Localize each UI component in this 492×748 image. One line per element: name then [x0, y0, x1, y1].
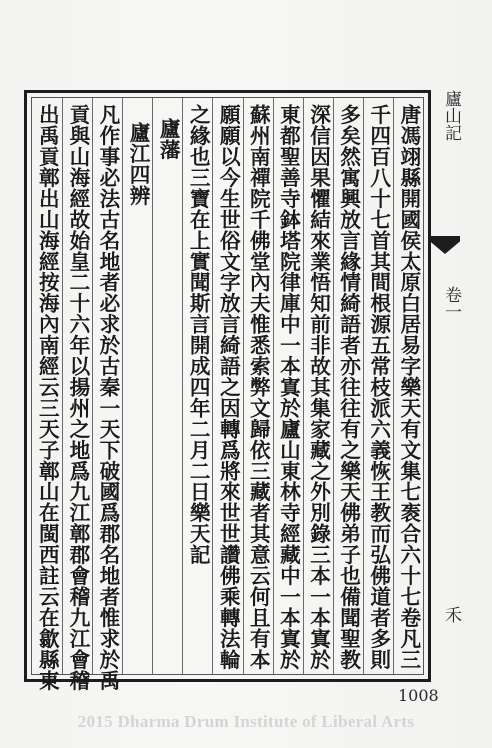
text-column-11: 凡作事必法古名地者必求於古秦一天下破國爲郡名地者惟求於禹 — [92, 98, 122, 674]
text-column-6: 蘇州南禪院千佛堂內夫惟悉索弊文歸依三藏者其意云何且有本 — [243, 98, 273, 674]
text-column-3: 多矣然寓興放言緣情綺語者亦往往有之樂天佛弟子也備聞聖教 — [333, 98, 363, 674]
section-heading-lufan: 廬藩 — [152, 98, 182, 674]
text-column-5: 東都聖善寺鉢塔院律庫中一本寘於廬山東林寺經藏中一本寘於 — [273, 98, 303, 674]
text-column-12: 貢與山海經故始皇二十六年以揚州之地爲九江鄣郡會稽九江會稽 — [62, 98, 92, 674]
text-column-4: 深信因果懼結來業悟知前非故其集家藏之外別錄三本一本寘於 — [303, 98, 333, 674]
text-column-13: 出禹貢鄣出山海經按海內南經云三天子鄣山在閩西註云在歙縣東 — [35, 104, 60, 691]
text-column-1: 唐馮翊縣開國侯太原白居易字樂天有文集七袠合六十七卷凡三 — [393, 98, 423, 674]
section-heading-lujiang-sibian: 廬江四辨 — [122, 98, 152, 674]
page-number: 1008 — [398, 686, 439, 705]
watermark-footer: 2015 Dharma Drum Institute of Liberal Arts — [77, 712, 415, 731]
text-column-2: 千四百八十七首其間根源五常枝派六義恢王教而弘佛道者多則 — [363, 98, 393, 674]
text-column-8: 之緣也三寶在上實聞斯言開成四年二月二日樂天記 — [182, 98, 212, 674]
side-mark: 禾 — [441, 606, 461, 623]
text-column-7: 願願以今生世俗文字放言綺語之因轉爲將來世世讚佛乘轉法輪 — [212, 98, 242, 674]
volume-mark: 卷一 — [441, 286, 461, 320]
chapter-mark: 廬山記 — [441, 90, 461, 141]
column-grid — [31, 97, 424, 691]
page-margin — [436, 86, 466, 686]
text-frame — [24, 90, 431, 691]
